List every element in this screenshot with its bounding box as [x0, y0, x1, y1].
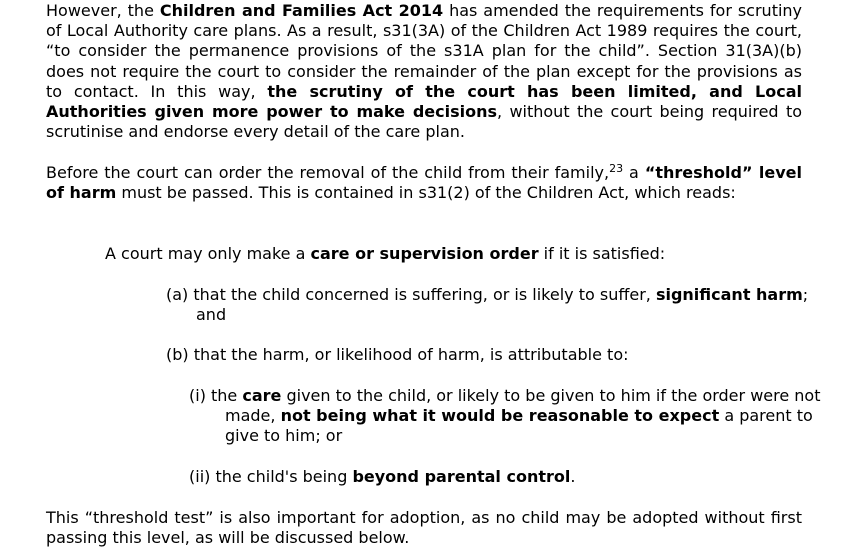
bold-text: not being what it would be reasonable to expect	[280, 406, 720, 426]
text: (ii) the child's being	[189, 467, 353, 486]
bold-text: “threshold” level of harm	[46, 163, 803, 203]
text: a	[623, 163, 645, 182]
paragraph-children-families-act	[46, 1, 802, 142]
quote-item-a	[166, 285, 832, 325]
paragraph-adoption	[46, 508, 802, 548]
text: This “threshold test” is also important for adoption, as no child may be adopted without first passing this level, as will be discussed below.	[46, 508, 802, 548]
bold-text: significant harm	[655, 285, 803, 304]
bold-text: Children and Families Act 2014	[159, 1, 444, 20]
text: ; and	[196, 285, 809, 325]
quote-item-b	[166, 345, 629, 365]
text: , without the court being required to scrutinise and endorse every detail of the care plan.	[46, 102, 803, 142]
bold-text: the scrutiny of the court has been limited, and Local Authorities given more power to make decisions	[46, 81, 802, 122]
text: a parent to give to him; or	[225, 406, 813, 446]
text: (a) that the child concerned is suffering, or is likely to suffer,	[166, 285, 656, 304]
text: (b) that the harm, or likelihood of harm, is attributable to:	[166, 345, 629, 364]
text: .	[570, 467, 576, 486]
quote-item-ii	[189, 467, 575, 487]
bold-text: care or supervision order	[310, 244, 539, 263]
quote-intro	[105, 244, 665, 264]
text: (i) the	[189, 386, 243, 405]
text: must be passed. This is contained in s31(2) of the Children Act, which reads:	[116, 183, 736, 203]
bold-text: beyond parental control	[352, 467, 571, 486]
text: Before the court can order the removal of the child from their family,	[46, 163, 610, 182]
text: given to the child, or likely to be given to him if the order were not made,	[225, 386, 821, 426]
quote-item-i	[189, 386, 825, 447]
text: has amended the requirements for scrutiny of Local Authority care plans. As a result, s31(3A) of the Children Act 1989 requires the court, “to consider the permanence provisions of the s31A plan for the child”. Section 31(3A)(b) does not require the court to consider the remainder of the plan except for the provisions as to contact. In this way,	[46, 1, 803, 101]
text: However, the	[46, 1, 160, 20]
text: A court may only make a	[105, 244, 311, 263]
footnote-ref[interactable]: 23	[609, 162, 624, 175]
bold-text: care	[242, 386, 282, 405]
paragraph-threshold	[46, 163, 802, 203]
text: if it is satisfied:	[538, 244, 666, 263]
